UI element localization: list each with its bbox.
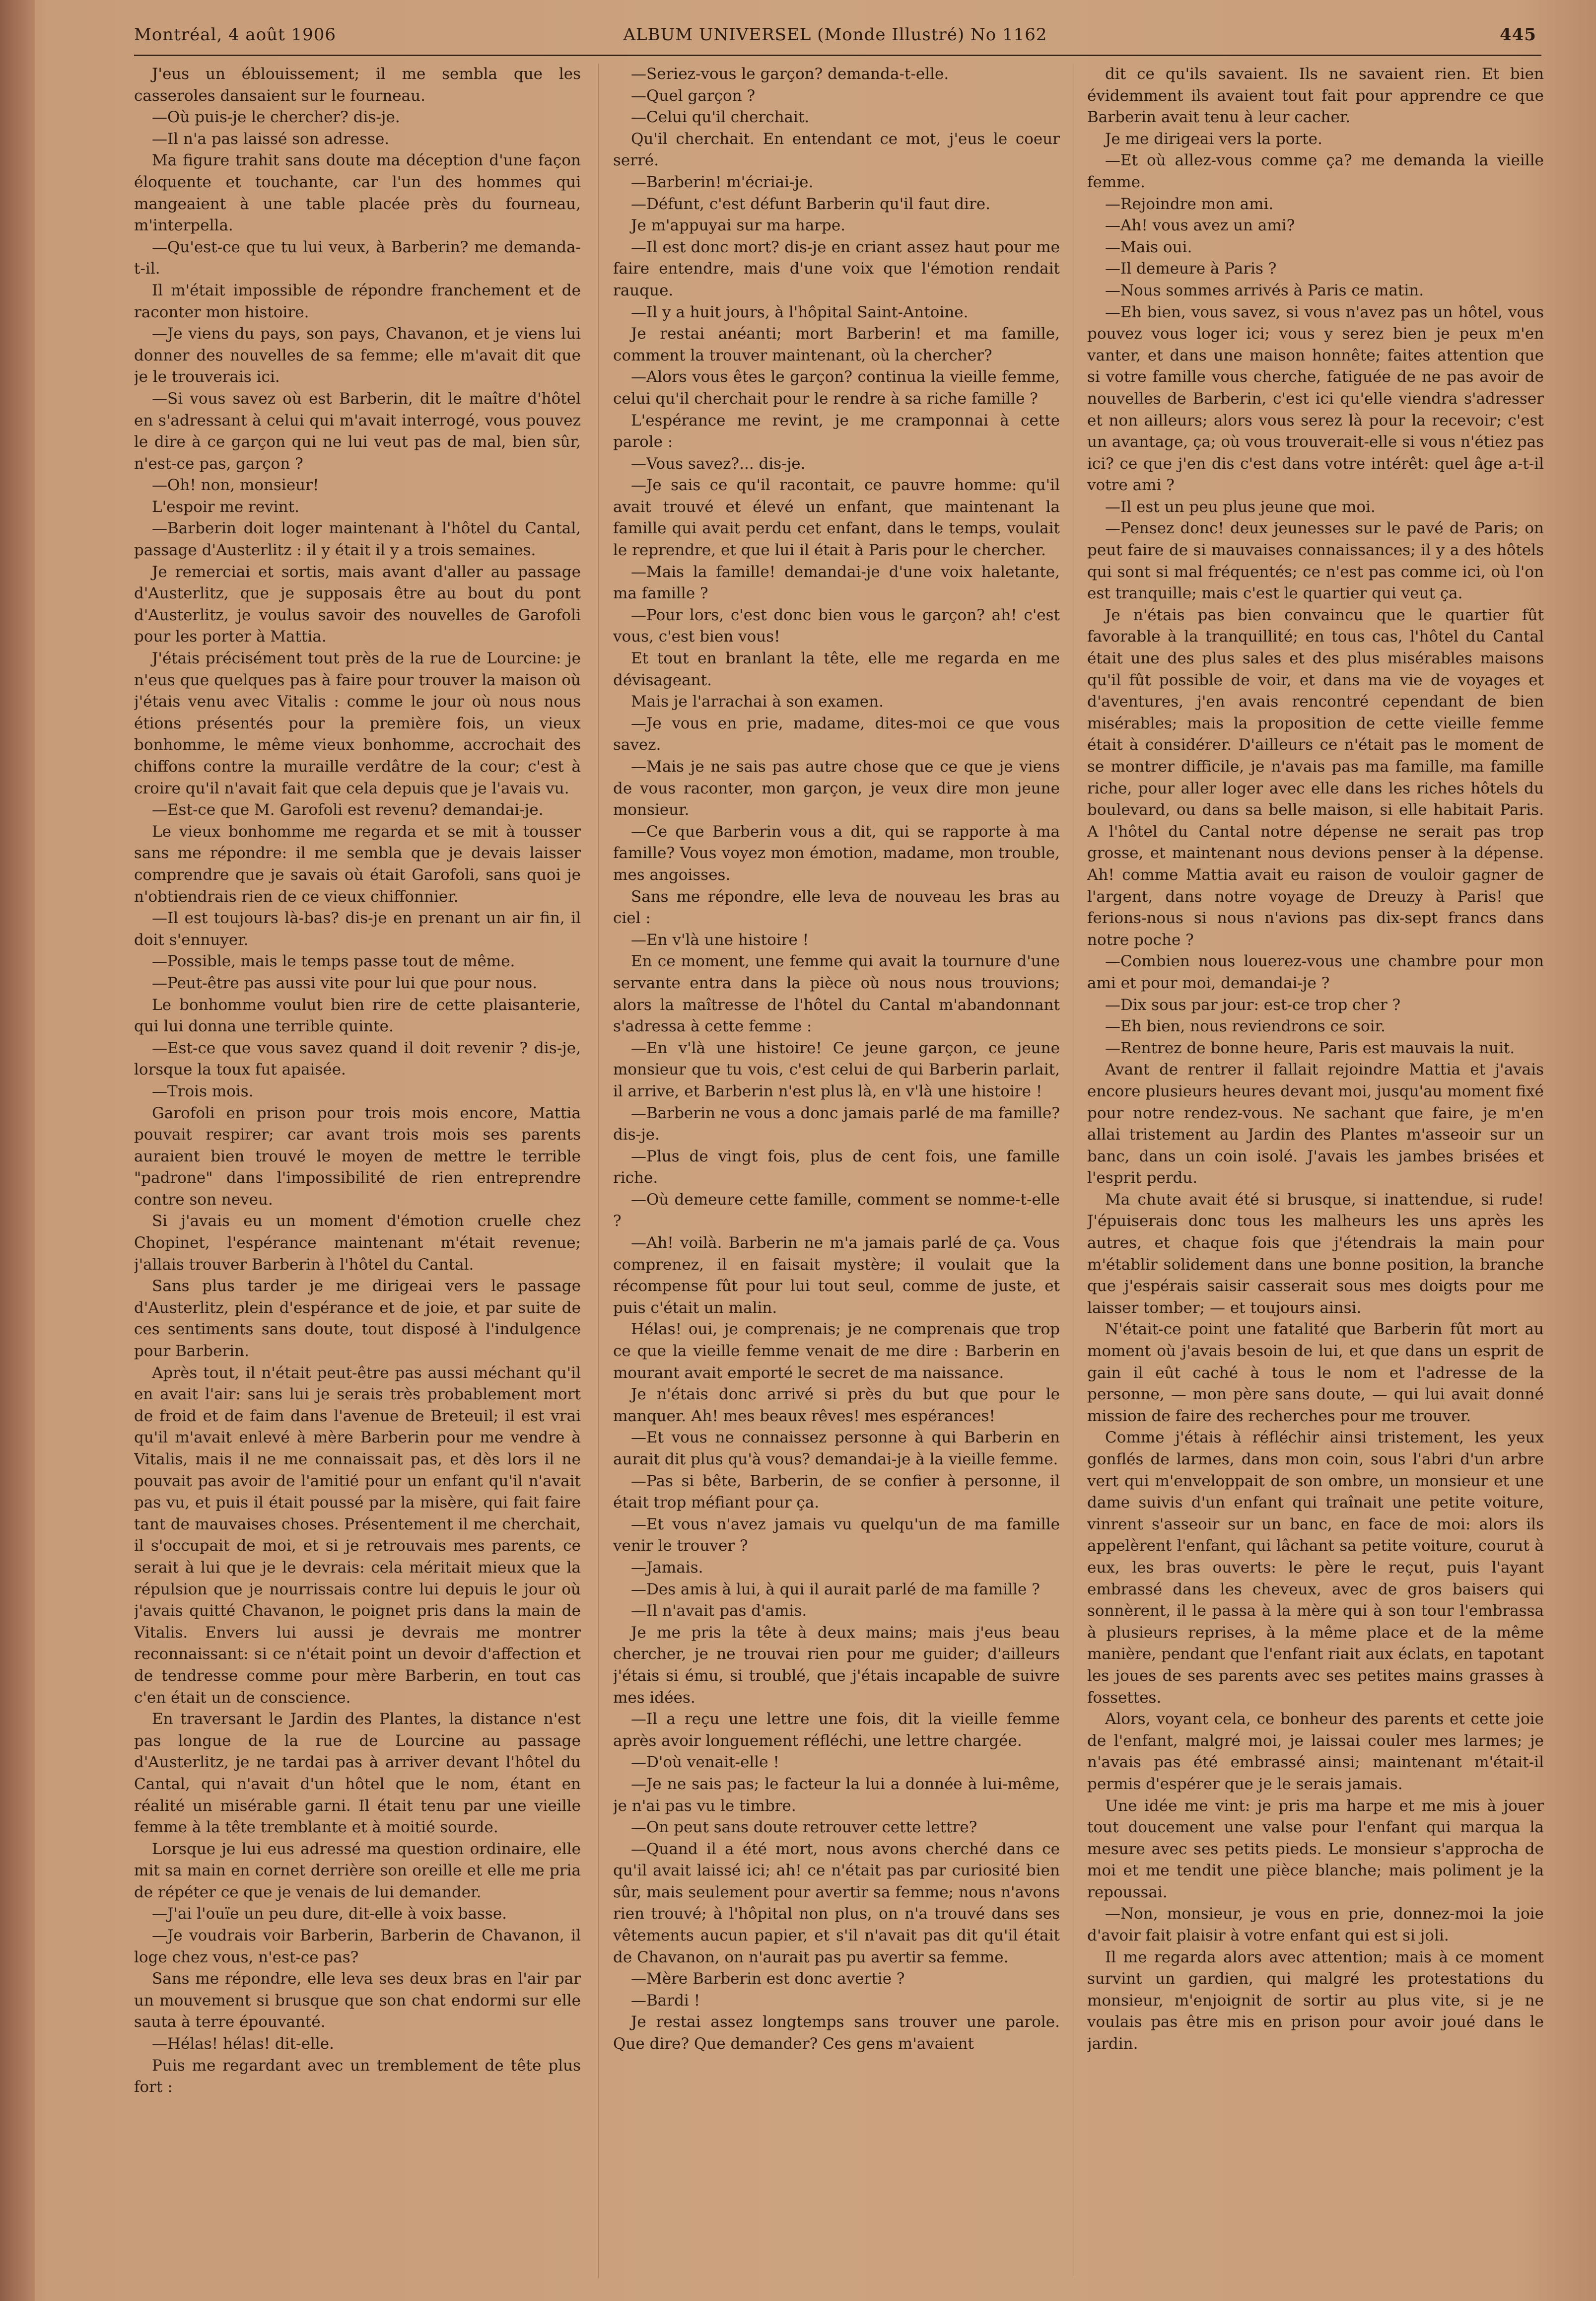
- paragraph: —Eh bien, nous reviendrons ce soir.: [1105, 1017, 1386, 1036]
- paragraph: —Il demeure à Paris ?: [1105, 260, 1277, 278]
- paragraph: —On peut sans doute retrouver cette lettre?: [631, 1818, 977, 1837]
- paragraph: —Où demeure cette famille, comment se nomme-t-elle ?: [613, 1190, 1060, 1230]
- paragraph: —En v'là une histoire! Ce jeune garçon, ce jeune monsieur que tu vois, c'est celui de qui Barberin parlait, il arrive, et Barberin n'est plus là, en v'là une histoire !: [613, 1039, 1060, 1100]
- paragraph: —Quel garçon ?: [631, 86, 756, 105]
- page-number: 445: [1500, 25, 1536, 45]
- paragraph: J'eus un éblouissement; il me sembla que les casseroles dansaient sur le fourneau.: [134, 65, 581, 105]
- paragraph: Le vieux bonhomme me regarda et se mit à tousser sans me répondre: il me sembla que je devais laisser comprendre que je savais où était Garofoli, sans quoi je n'obtiendrais rien de ce vieux chiffonnier.: [134, 822, 581, 906]
- paragraph: —Il n'avait pas d'amis.: [631, 1602, 807, 1620]
- paragraph: —Oh! non, monsieur!: [152, 476, 319, 495]
- paragraph: Le bonhomme voulut bien rire de cette plaisanterie, qui lui donna une terrible quinte.: [134, 996, 581, 1036]
- paragraph: —Je vous en prie, madame, dites-moi ce que vous savez.: [613, 714, 1060, 754]
- paragraph: —Si vous savez où est Barberin, dit le maître d'hôtel en s'adressant à celui qui m'avait interrogé, vous pouvez le dire à ce garçon qui ne lui veut pas de mal, bien sûr, n'est-ce pas, garçon ?: [134, 389, 581, 473]
- paragraph: —Il y a huit jours, à l'hôpital Saint-Antoine.: [631, 303, 969, 321]
- paragraph: L'espoir me revint.: [152, 498, 299, 516]
- paragraph: Garofoli en prison pour trois mois encore, Mattia pouvait respirer; car avant trois mois ses parents auraient bien trouvé le moyen de mettre le terrible "padrone" dans l'impossibilité de rien entreprendre contre son neveu.: [134, 1104, 581, 1209]
- paragraph: —Est-ce que vous savez quand il doit revenir ? dis-je, lorsque la toux fut apaisée.: [134, 1039, 581, 1079]
- paragraph: Je n'étais pas bien convaincu que le quartier fût favorable à la tranquillité; en tous cas, l'hôtel du Cantal était une des plus sales et des plus misérables maisons qu'il fût possible de voir, et dans ma vie de voyages et d'aventures, j'en avais rencontré cependant de bien misérables; mais la proposition de cette vieille femme était à considérer. D'ailleurs ce n'était pas le moment de se montrer difficile, je n'avais pas ma famille, ma famille riche, pour aller loger avec elle dans les riches hôtels du boulevard, ou dans sa belle maison, si elle habitait Paris. A l'hôtel du Cantal notre dépense ne serait pas trop grosse, et maintenant nous devions penser à la dépense. Ah! comme Mattia avait eu raison de vouloir gagner de l'argent, dans notre voyage de Dreuzy à Paris! que ferions-nous si nous n'avions pas dix-sept francs dans notre poche ?: [1087, 606, 1544, 949]
- paragraph: Avant de rentrer il fallait rejoindre Mattia et j'avais encore plusieurs heures devant moi, jusqu'au moment fixé pour notre rendez-vous. Ne sachant que faire, je m'en allai tristement au Jardin des Plantes m'asseoir sur un banc, dans un coin isolé. J'avais les jambes brisées et l'esprit perdu.: [1087, 1061, 1544, 1187]
- paragraph: —En v'là une histoire !: [631, 931, 809, 949]
- paragraph: —Des amis à lui, à qui il aurait parlé de ma famille ?: [631, 1580, 1040, 1598]
- paragraph: —Trois mois.: [152, 1082, 254, 1100]
- paragraph: —Combien nous louerez-vous une chambre pour mon ami et pour moi, demandai-je ?: [1087, 952, 1544, 992]
- paragraph: —Il a reçu une lettre une fois, dit la vieille femme après avoir longuement réfléchi, une lettre chargée.: [613, 1710, 1060, 1750]
- paragraph: —Et où allez-vous comme ça? me demanda la vieille femme.: [1087, 151, 1544, 191]
- paragraph: Après tout, il n'était peut-être pas aussi méchant qu'il en avait l'air: sans lui je serais très probablement mort de froid et de faim dans l'avenue de Breteuil; il est vrai qu'il m'avait enlevé à mère Barberin pour me vendre à Vitalis, mais il ne me connaissait pas, et dès lors il ne pouvait pas avoir de l'amitié pour un enfant qu'il n'avait pas vu, et puis il était poussé par la misère, qui fait faire tant de mauvaises choses. Présentement il me cherchait, il s'occupait de moi, et si je retrouvais mes parents, ce serait à lui que je le devrais: cela méritait mieux que la répulsion que je nourrissais contre lui depuis le jour où j'avais quitté Chavanon, le poignet pris dans la main de Vitalis. Envers lui aussi je devrais me montrer reconnaissant: si ce n'était point un devoir d'affection et de tendresse comme pour mère Barberin, en tout cas c'en était un de conscience.: [134, 1364, 581, 1707]
- paragraph: J'étais précisément tout près de la rue de Lourcine: je n'eus que quelques pas à faire pour trouver la maison où j'étais venu avec Vitalis : comme le jour où nous nous étions présentés pour la première fois, un vieux bonhomme, le même vieux bonhomme, accrochait des chiffons contre la muraille verdâtre de la cour; c'est à croire qu'il n'avait fait que cela depuis que je l'avais vu.: [134, 649, 581, 797]
- paragraph: Qu'il cherchait. En entendant ce mot, j'eus le coeur serré.: [613, 130, 1060, 170]
- paragraph: En ce moment, une femme qui avait la tournure d'une servante entra dans la pièce où nous nous trouvions; alors la maîtresse de l'hôtel du Cantal m'abandonnant s'adressa à cette femme :: [613, 952, 1060, 1036]
- paragraph: —Défunt, c'est défunt Barberin qu'il faut dire.: [631, 195, 990, 213]
- paragraph: Je n'étais donc arrivé si près du but que pour le manquer. Ah! mes beaux rêves! mes espérances!: [613, 1385, 1060, 1425]
- paragraph: —Hélas! hélas! dit-elle.: [152, 2035, 334, 2053]
- paragraph: —Mais la famille! demandai-je d'une voix haletante, ma famille ?: [613, 563, 1060, 603]
- paragraph: Ma chute avait été si brusque, si inattendue, si rude! J'épuiserais donc tous les malheurs les uns après les autres, et chaque fois que j'étendrais la main pour m'établir solidement dans une bonne position, la branche que j'espérais saisir casserait sous mes doigts pour me laisser tomber; — et toujours ainsi.: [1087, 1190, 1544, 1317]
- paragraph: —Dix sous par jour: est-ce trop cher ?: [1105, 996, 1401, 1014]
- paragraph: —Je ne sais pas; le facteur la lui a donnée à lui-même, je n'ai pas vu le timbre.: [613, 1775, 1060, 1815]
- paragraph: —Peut-être pas aussi vite pour lui que pour nous.: [152, 974, 538, 992]
- paragraph: —Mais je ne sais pas autre chose que ce que je viens de vous raconter, mon garçon, je veux dire mon jeune monsieur.: [613, 758, 1060, 819]
- paragraph: Si j'avais eu un moment d'émotion cruelle chez Chopinet, l'espérance maintenant m'était revenue; j'allais trouver Barberin à l'hôtel du Cantal.: [134, 1212, 581, 1274]
- paragraph: —Il est un peu plus jeune que moi.: [1105, 498, 1376, 516]
- column-divider: [598, 64, 599, 2278]
- paragraph: Je remerciai et sortis, mais avant d'aller au passage d'Austerlitz, que je supposais être au bout du pont d'Austerlitz, je voulus savoir des nouvelles de Garofoli pour les porter à Mattia.: [134, 563, 581, 646]
- paragraph: Je restai anéanti; mort Barberin! et ma famille, comment la trouver maintenant, où la chercher?: [613, 325, 1060, 364]
- paragraph: N'était-ce point une fatalité que Barberin fût mort au moment où j'avais besoin de lui, et que dans un esprit de gain il eût caché à tous le nom et l'adresse de la personne, — mon père sans doute, — qui lui avait donné mission de faire des recherches pour me trouver.: [1087, 1320, 1544, 1425]
- paragraph: En traversant le Jardin des Plantes, la distance n'est pas longue de la rue de Lourcine au passage d'Austerlitz, je ne tardai pas à arriver devant l'hôtel du Cantal, qui n'avait d'un hôtel que le nom, étant en réalité un misérable garni. Il était tenu par une vieille femme à la tête tremblante et à moitié sourde.: [134, 1710, 581, 1837]
- paragraph: —J'ai l'ouïe un peu dure, dit-elle à voix basse.: [152, 1905, 507, 1923]
- header-masthead: ALBUM UNIVERSEL (Monde Illustré) No 1162: [623, 25, 1047, 45]
- paragraph: —Plus de vingt fois, plus de cent fois, une famille riche.: [613, 1147, 1060, 1187]
- paragraph: —Eh bien, vous savez, si vous n'avez pas un hôtel, vous pouvez vous loger ici; vous y serez bien je peux m'en vanter, et dans une maison honnête; faites attention que si votre famille vous cherche, fatiguée de ne pas avoir de nouvelles de Barberin, c'est ici qu'elle viendra s'adresser et non ailleurs; alors vous serez là pour la recevoir; c'est un avantage, ça; où vous trouverait-elle si vous n'étiez pas ici? ce que j'en dis c'est dans votre intérêt: quel âge a-t-il votre ami ?: [1087, 303, 1544, 495]
- paragraph: Et tout en branlant la tête, elle me regarda en me dévisageant.: [613, 649, 1060, 689]
- paragraph: —Barberin! m'écriai-je.: [631, 173, 814, 191]
- paragraph: —Non, monsieur, je vous en prie, donnez-moi la joie d'avoir fait plaisir à votre enfant qui est si joli.: [1087, 1905, 1544, 1945]
- paragraph: —Et vous ne connaissez personne à qui Barberin en aurait dit plus qu'à vous? demandai-je à la vieille femme.: [613, 1429, 1060, 1468]
- paragraph: —Ah! voilà. Barberin ne m'a jamais parlé de ça. Vous comprenez, il en faisait mystère; il voulait que la récompense fût pour lui tout seul, comme de juste, et puis c'était un malin.: [613, 1234, 1060, 1317]
- paragraph: —Où puis-je le chercher? dis-je.: [152, 108, 400, 127]
- paragraph: —Rejoindre mon ami.: [1105, 195, 1274, 213]
- paragraph: —Ah! vous avez un ami?: [1105, 216, 1295, 235]
- paragraph: Sans me répondre, elle leva ses deux bras en l'air par un mouvement si brusque que son chat endormi sur elle sauta à terre épouvanté.: [134, 1970, 581, 2031]
- text-column-1: [134, 64, 581, 2283]
- paragraph: —Je viens du pays, son pays, Chavanon, et je viens lui donner des nouvelles de sa femme; elle m'avait dit que je le trouverais ici.: [134, 325, 581, 386]
- paragraph: Puis me regardant avec un tremblement de tête plus fort :: [134, 2056, 581, 2096]
- page-binding: [0, 0, 35, 2301]
- header-date: Montréal, 4 août 1906: [134, 25, 337, 45]
- paragraph: —Je sais ce qu'il racontait, ce pauvre homme: qu'il avait trouvé et élevé un enfant, que maintenant la famille qui avait perdu cet enfant, dans le temps, voulait le reprendre, et que lui il était à Paris pour le chercher.: [613, 476, 1060, 560]
- paragraph: Sans me répondre, elle leva de nouveau les bras au ciel :: [613, 887, 1060, 928]
- paragraph: L'espérance me revint, je me cramponnai à cette parole :: [613, 411, 1060, 451]
- paragraph: —Il n'a pas laissé son adresse.: [152, 130, 390, 148]
- paragraph: —Alors vous êtes le garçon? continua la vieille femme, celui qu'il cherchait pour le rendre à sa riche famille ?: [613, 368, 1060, 408]
- paragraph: —Il est donc mort? dis-je en criant assez haut pour me faire entendre, mais d'une voix que l'émotion rendait rauque.: [613, 238, 1060, 299]
- paragraph: —Et vous n'avez jamais vu quelqu'un de ma famille venir le trouver ?: [613, 1515, 1060, 1555]
- paragraph: —Pas si bête, Barberin, de se confier à personne, il était trop méfiant pour ça.: [613, 1472, 1060, 1512]
- paragraph: —Bardi !: [631, 1991, 700, 2010]
- paragraph: Je restai assez longtemps sans trouver une parole. Que dire? Que demander? Ces gens m'avaient: [613, 2013, 1060, 2053]
- paragraph: Comme j'étais à réfléchir ainsi tristement, les yeux gonflés de larmes, dans mon coin, sous l'abri d'un arbre vert qui m'enveloppait de son ombre, un monsieur et une dame suivis d'un enfant qui traînait une petite voiture, vinrent s'asseoir sur un banc, en face de moi: alors ils appelèrent l'enfant, qui lâchant sa petite voiture, courut à eux, les bras ouverts: le père le reçut, puis l'ayant embrassé dans les cheveux, avec de gros baisers qui sonnèrent, il le passa à la mère qui à son tour l'embrassa à plusieurs reprises, à la même place et de la même manière, pendant que l'enfant riait aux éclats, en tapotant les joues de ses parents avec ses petites mains grasses à fossettes.: [1087, 1429, 1544, 1707]
- paragraph: —Celui qu'il cherchait.: [631, 108, 810, 127]
- paragraph: Je me pris la tête à deux mains; mais j'eus beau chercher, je ne trouvai rien pour me guider; d'ailleurs j'étais si ému, si troublé, que j'étais incapable de suivre mes idées.: [613, 1623, 1060, 1707]
- paragraph: —Barberin doit loger maintenant à l'hôtel du Cantal, passage d'Austerlitz : il y était il y a trois semaines.: [134, 519, 581, 560]
- paragraph: Il me regarda alors avec attention; mais à ce moment survint un gardien, qui malgré les protestations du monsieur, m'enjoignit de sortir au plus vite, si je ne voulais pas être mis en prison pour avoir joué dans le jardin.: [1087, 1948, 1544, 2053]
- paragraph: Alors, voyant cela, ce bonheur des parents et cette joie de l'enfant, malgré moi, je laissai couler mes larmes; je n'avais pas été embrassé ainsi; maintenant m'était-il permis d'espérer que je le serais jamais.: [1087, 1710, 1544, 1793]
- page-header: [134, 25, 1536, 55]
- paragraph: Hélas! oui, je comprenais; je ne comprenais que trop ce que la vieille femme venait de me dire : Barberin en mourant avait emporté le secret de ma naissance.: [613, 1320, 1060, 1382]
- paragraph: —Je voudrais voir Barberin, Barberin de Chavanon, il loge chez vous, n'est-ce pas?: [134, 1927, 581, 1966]
- paragraph: —Mais oui.: [1105, 238, 1192, 256]
- paragraph: —Pensez donc! deux jeunesses sur le pavé de Paris; on peut faire de si mauvaises connaissances; il y a des hôtels qui sont si mal fréquentés; ce n'est pas comme ici, où l'on est tranquille; mais c'est le quartier qui veut ça.: [1087, 519, 1544, 603]
- paragraph: —Mère Barberin est donc avertie ?: [631, 1970, 905, 1988]
- paragraph: Je m'appuyai sur ma harpe.: [631, 216, 846, 235]
- paragraph: —D'où venait-elle !: [631, 1753, 779, 1772]
- paragraph: Ma figure trahit sans doute ma déception d'une façon éloquente et touchante, car l'un des hommes qui mangeaient à une table placée près du fourneau, m'interpella.: [134, 151, 581, 235]
- paragraph: —Rentrez de bonne heure, Paris est mauvais la nuit.: [1105, 1039, 1515, 1057]
- paragraph: dit ce qu'ils savaient. Ils ne savaient rien. Et bien évidemment ils avaient tout fait pour apprendre ce que Barberin avait tenu à leur cacher.: [1087, 65, 1544, 127]
- paragraph: —Vous savez?... dis-je.: [631, 454, 806, 473]
- paragraph: Je me dirigeai vers la porte.: [1105, 130, 1322, 148]
- paragraph: —Ce que Barberin vous a dit, qui se rapporte à ma famille? Vous voyez mon émotion, madame, mon trouble, mes angoisses.: [613, 822, 1060, 884]
- text-column-2: [613, 64, 1060, 2283]
- paragraph: —Il est toujours là-bas? dis-je en prenant un air fin, il doit s'ennuyer.: [134, 909, 581, 949]
- paragraph: —Est-ce que M. Garofoli est revenu? demandai-je.: [152, 801, 544, 819]
- paragraph: —Quand il a été mort, nous avons cherché dans ce qu'il avait laissé ici; ah! ce n'était pas par curiosité bien sûr, mais seulement pour avertir sa femme; nous n'avons rien trouvé; à l'hôpital non plus, on n'a trouvé dans ses vêtements aucun papier, et s'il n'avait pas dit qu'il était de Chavanon, on n'aurait pas pu avertir sa femme.: [613, 1840, 1060, 1966]
- paragraph: Il m'était impossible de répondre franchement et de raconter mon histoire.: [134, 281, 581, 321]
- paragraph: Sans plus tarder je me dirigeai vers le passage d'Austerlitz, plein d'espérance et de joie, et par suite de ces sentiments sans doute, tout disposé à l'indulgence pour Barberin.: [134, 1277, 581, 1361]
- paragraph: Lorsque je lui eus adressé ma question ordinaire, elle mit sa main en cornet derrière son oreille et elle me pria de répéter ce que je venais de lui demander.: [134, 1840, 581, 1901]
- paragraph: Une idée me vint: je pris ma harpe et me mis à jouer tout doucement une valse pour l'enfant qui marqua la mesure avec ses petits pieds. Le monsieur s'approcha de moi et me tendit une pièce blanche; mais poliment je la repoussai.: [1087, 1797, 1544, 1901]
- text-column-3: [1087, 64, 1544, 2283]
- paragraph: —Seriez-vous le garçon? demanda-t-elle.: [631, 65, 949, 83]
- paragraph: —Nous sommes arrivés à Paris ce matin.: [1105, 281, 1424, 299]
- paragraph: —Possible, mais le temps passe tout de même.: [152, 952, 515, 971]
- paragraph: —Pour lors, c'est donc bien vous le garçon? ah! c'est vous, c'est bien vous!: [613, 606, 1060, 646]
- paragraph: —Qu'est-ce que tu lui veux, à Barberin? me demanda-t-il.: [134, 238, 581, 278]
- paragraph: —Barberin ne vous a donc jamais parlé de ma famille? dis-je.: [613, 1104, 1060, 1144]
- paragraph: —Jamais.: [631, 1558, 703, 1577]
- paragraph: Mais je l'arrachai à son examen.: [631, 693, 884, 711]
- header-rule: [134, 55, 1541, 56]
